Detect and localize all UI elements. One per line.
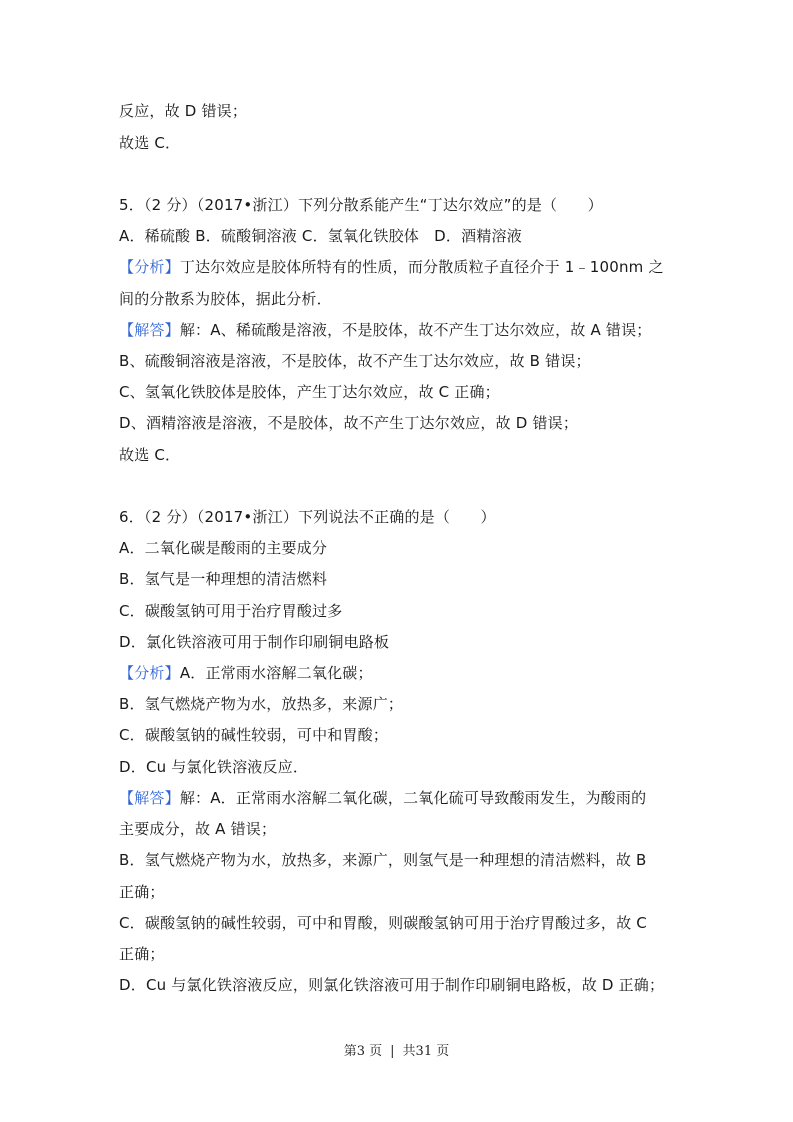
analysis-tag: 【分析】 [119,664,180,682]
text-span: 解：A、稀硫酸是溶液，不是胶体，故不产生丁达尔效应，故 A 错误； [179,321,652,339]
text-span: 丁达尔效应是胶体所特有的性质，而分散质粒子直径介于 1﹣100nm 之 [179,258,664,276]
text-line: D、酒精溶液是溶液，不是胶体，故不产生丁达尔效应，故 D 错误； [119,414,579,432]
text-line: C、氢氧化铁胶体是胶体，产生丁达尔效应，故 C 正确； [119,383,500,401]
question-5-options: A．稀硫酸 B．硫酸铜溶液 C．氢氧化铁胶体 D．酒精溶液 [119,227,522,245]
question-6-stem: 6．（2 分）（2017•浙江）下列说法不正确的是（ ） [119,508,496,526]
text-line: 主要成分，故 A 错误； [119,820,277,838]
question-6-option-d: D．氯化铁溶液可用于制作印刷铜电路板 [119,633,390,651]
question-6-answer [119,788,646,808]
text-span: A．正常雨水溶解二氧化碳； [179,664,373,682]
text-line: D．Cu 与氯化铁溶液反应． [119,758,309,776]
question-5-stem: 5．（2 分）（2017•浙江）下列分散系能产生“丁达尔效应”的是（ ） [119,196,603,214]
question-5-answer [119,320,651,340]
text-line: 正确； [119,945,165,963]
question-6-option-b: B．氢气是一种理想的清洁燃料 [119,570,328,588]
text-line: 正确； [119,883,165,901]
text-line: 故选 C． [119,134,181,152]
text-span: 解：A．正常雨水溶解二氧化碳，二氧化硫可导致酸雨发生，为酸雨的 [179,789,647,807]
text-line: B．氢气燃烧产物为水，放热多，来源广，则氢气是一种理想的清洁燃料，故 B [119,851,647,869]
footer-separator: | [390,1044,395,1059]
text-line: 间的分散系为胶体，据此分析． [119,290,332,308]
text-line: D．Cu 与氯化铁溶液反应，则氯化铁溶液可用于制作印刷铜电路板，故 D 正确； [119,976,665,994]
text-line: 故选 C． [119,446,181,464]
question-5-analysis [119,257,664,277]
question-6-analysis [119,663,373,683]
answer-tag: 【解答】 [119,321,180,339]
page-number: 第3 页 [343,1044,383,1059]
page-total: 共31 页 [402,1044,450,1059]
text-line: C．碳酸氢钠的碱性较弱，可中和胃酸，则碳酸氢钠可用于治疗胃酸过多，故 C [119,914,647,932]
answer-tag: 【解答】 [119,789,180,807]
page-footer [0,1040,793,1059]
question-6-option-c: C．碳酸氢钠可用于治疗胃酸过多 [119,602,343,620]
text-line: B．氢气燃烧产物为水，放热多，来源广； [119,695,404,713]
question-6-option-a: A．二氧化碳是酸雨的主要成分 [119,539,328,557]
text-line: B、硫酸铜溶液是溶液，不是胶体，故不产生丁达尔效应，故 B 错误； [119,352,591,370]
text-line: C．碳酸氢钠的碱性较弱，可中和胃酸； [119,726,389,744]
text-line: 反应，故 D 错误； [119,102,248,120]
analysis-tag: 【分析】 [119,258,180,276]
